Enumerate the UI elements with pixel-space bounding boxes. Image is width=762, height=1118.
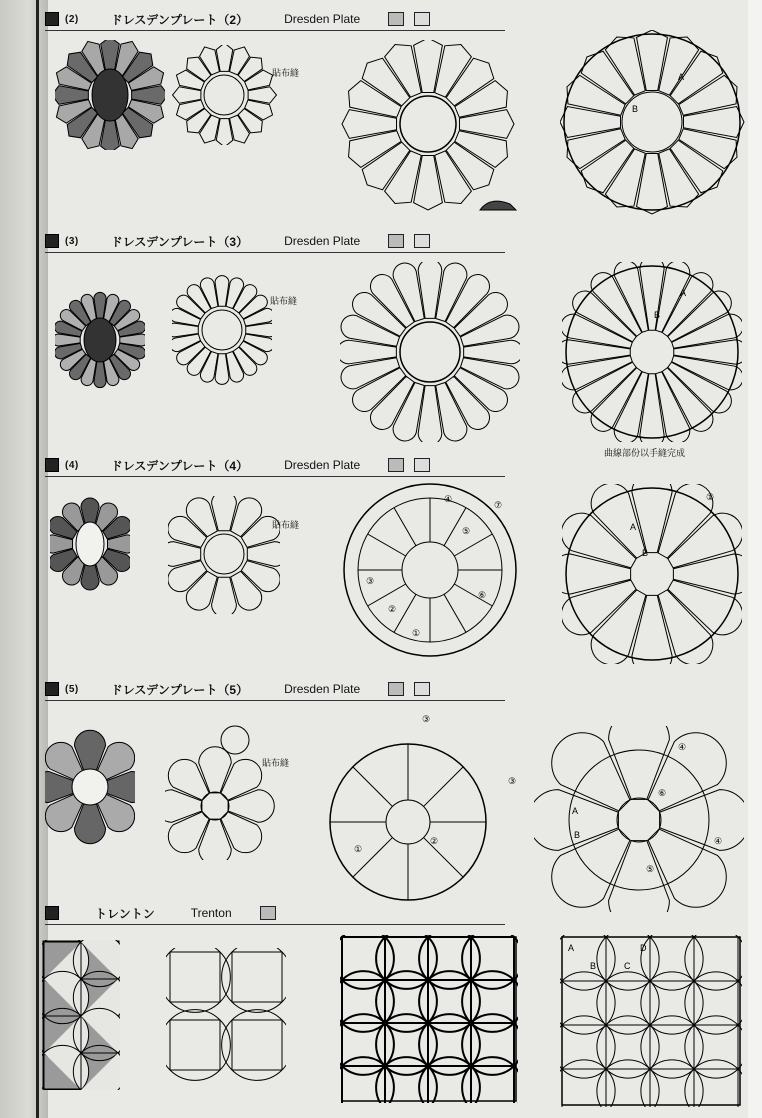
petal-shape [662, 273, 713, 337]
petal-shape [349, 81, 402, 118]
petal-shape [168, 561, 207, 592]
part-label-a: A [572, 806, 579, 816]
tile-square [342, 980, 385, 1023]
assembly-diagram-5 [340, 935, 518, 1103]
tile-arc [606, 935, 659, 981]
spoke-line [424, 767, 464, 807]
petal-shape [231, 571, 262, 610]
tile-arc [222, 1010, 282, 1070]
tile-arc [694, 1016, 742, 1069]
petal-shape [221, 812, 262, 853]
tile-square [562, 1025, 606, 1069]
petal-shape [362, 58, 410, 106]
petal-shape [186, 498, 217, 537]
section-icon [45, 12, 59, 26]
tile-square [562, 1069, 606, 1107]
tile-square [232, 1020, 282, 1070]
section-header-4 [45, 678, 505, 701]
part-label-c: C [624, 961, 631, 971]
petal-shape [609, 841, 670, 912]
part-label-a: A [680, 288, 687, 298]
marker-2: ② [430, 836, 439, 846]
tile-square [385, 980, 428, 1023]
tile-square [342, 1023, 385, 1066]
right-page-gutter [748, 0, 762, 1118]
assembly-diagram-4 [318, 712, 528, 902]
petal-shape [393, 263, 424, 321]
petal-shape [165, 790, 202, 823]
tile-arc [166, 948, 220, 1002]
petal-shape [605, 37, 645, 95]
tile-arc [471, 1014, 518, 1066]
petal-shape [673, 554, 742, 594]
tile-arc [694, 981, 742, 1034]
tile-arc [471, 935, 518, 980]
petal-shape [370, 376, 414, 429]
section-title-en: Dresden Plate [284, 458, 361, 472]
petal-shape [454, 368, 507, 412]
seam-label: 貼布縫 [272, 68, 300, 78]
marker-1: ① [412, 628, 421, 638]
section-icon [45, 458, 59, 472]
tile-arc [232, 952, 286, 1012]
seam-label: 貼布縫 [270, 296, 298, 306]
petal-shape [370, 275, 414, 328]
pattern-diagram-5 [560, 935, 742, 1107]
petal-shape [446, 142, 494, 190]
petal-shape [534, 790, 618, 851]
section-title-en: Trenton [190, 906, 232, 920]
section-title-en: Dresden Plate [284, 12, 361, 26]
petal-shape [436, 382, 467, 440]
assembly-diagram-1 [340, 40, 540, 215]
tile-square [650, 1025, 694, 1069]
petal-shape [567, 129, 625, 169]
section-icon [45, 682, 59, 696]
tile-arc [170, 952, 230, 1012]
petal-shape [340, 340, 396, 364]
marker-2: ② [388, 604, 397, 614]
petal-shape [177, 295, 205, 319]
difficulty-icon [388, 12, 404, 26]
petal-shape [168, 759, 209, 800]
petal-shape [177, 341, 205, 365]
block-preview-1 [55, 40, 165, 150]
petal-shape [552, 829, 630, 907]
tile-square [385, 1023, 428, 1066]
petal-shape [241, 561, 280, 592]
petal-shape [187, 285, 211, 313]
spoke-line [368, 584, 406, 606]
petal-shape [233, 347, 257, 375]
section-code: (5) [65, 683, 79, 695]
template-diagram-5 [166, 948, 286, 1084]
marker-1: ① [706, 492, 715, 502]
tile-arc [685, 1060, 738, 1107]
tile-square [385, 937, 428, 980]
tile-arc [560, 935, 606, 981]
tile-square [562, 981, 606, 1025]
tile-arc [232, 1020, 286, 1080]
petal-shape [662, 368, 713, 432]
section-header-1 [45, 8, 505, 31]
petal-shape [637, 153, 668, 214]
block-preview-2 [55, 270, 145, 410]
petal-shape [221, 759, 262, 800]
marker-5: ⑤ [646, 864, 655, 874]
petal-shape [562, 554, 631, 594]
spoke-line [394, 508, 416, 546]
pattern-diagram-2 [562, 262, 742, 442]
tile-square [170, 1020, 220, 1070]
petal-shape [573, 291, 637, 342]
part-label-a: A [630, 522, 637, 532]
spoke-line [444, 594, 466, 632]
tile-square [694, 1025, 738, 1069]
petal-shape [199, 747, 232, 793]
section-code: (3) [65, 235, 79, 247]
marker-4: ④ [444, 494, 453, 504]
petal-shape [446, 58, 494, 106]
difficulty-icon [388, 682, 404, 696]
spoke-line [368, 534, 406, 556]
petal-shape [455, 131, 508, 168]
tile-arc [170, 1020, 230, 1080]
petal-shape [562, 340, 630, 364]
section-header-2 [45, 230, 505, 253]
section-title-jp: ドレスデンプレート（3） [110, 234, 249, 249]
petal-shape [231, 498, 262, 537]
petal-shape [168, 812, 209, 853]
spoke-line [454, 534, 492, 556]
difficulty-icon [388, 234, 404, 248]
left-page-edge [0, 0, 48, 1118]
marker-6: ⑥ [478, 590, 487, 600]
marker-4: ④ [678, 742, 687, 752]
tile-square [650, 981, 694, 1025]
tile-square [606, 981, 650, 1025]
petal-shape [238, 57, 262, 81]
pattern-diagram-1 [560, 30, 745, 215]
petal-shape [341, 358, 399, 389]
method-icon [414, 682, 430, 696]
petal-shape [581, 51, 634, 104]
part-label-b: B [574, 830, 581, 840]
template-diagram-4 [165, 722, 275, 860]
petal-shape [435, 45, 472, 98]
marker-1: ① [354, 844, 363, 854]
petal-shape [573, 362, 637, 413]
petal-shape [591, 273, 642, 337]
tile-square [606, 1069, 650, 1107]
section-title-jp: トレントン [95, 906, 155, 921]
petal-shape [393, 382, 424, 440]
part-label-b: B [590, 961, 597, 971]
petal-shape [418, 386, 442, 442]
tile-square [471, 937, 514, 980]
petal-shape [238, 109, 262, 133]
petal-shape [581, 140, 634, 193]
petal-shape [228, 790, 274, 823]
block-preview-4 [45, 712, 135, 862]
petal-shape [668, 362, 732, 413]
part-label-b: B [642, 548, 649, 558]
petal-shape [187, 347, 211, 375]
part-label-a: A [568, 943, 575, 953]
tile-arc [694, 935, 742, 981]
assembly-diagram-3 [340, 480, 520, 660]
tile-square [606, 1025, 650, 1069]
marker-4b: ④ [714, 836, 723, 846]
part-label-b: B [632, 104, 639, 114]
petal-shape [385, 151, 422, 204]
section-title-jp: ドレスデンプレート（5） [110, 682, 249, 697]
template-diagram-1 [172, 45, 277, 145]
tile-square [428, 980, 471, 1023]
tile-square [471, 1023, 514, 1066]
petal-shape [362, 142, 410, 190]
petal-shape [414, 40, 443, 93]
petal-shape [460, 358, 518, 389]
petal-shape [187, 57, 211, 81]
section-title-en: Dresden Plate [284, 682, 361, 696]
petal-shape [385, 45, 422, 98]
block-preview-5 [42, 940, 120, 1090]
petal-shape [349, 131, 402, 168]
petal-shape [648, 733, 726, 811]
tile-square [428, 937, 471, 980]
petal-shape [660, 790, 744, 851]
petal-shape [640, 374, 664, 442]
petal-shape [640, 262, 664, 330]
tile-arc [166, 1010, 220, 1070]
difficulty-icon [388, 458, 404, 472]
petal-shape [659, 149, 699, 207]
petal-shape [464, 340, 520, 364]
petal-shape [683, 107, 744, 138]
seam-label: 貼布縫 [262, 758, 290, 768]
section-title-jp: ドレスデンプレート（4） [110, 458, 249, 473]
spine-rule [36, 0, 39, 1118]
tile-arc [560, 1016, 606, 1069]
part-label-d: D [640, 943, 647, 953]
petal-shape [460, 315, 518, 346]
petal-shape [668, 291, 732, 342]
spoke-line [394, 594, 416, 632]
petal-shape [233, 285, 257, 313]
spoke-line [454, 584, 492, 606]
petal-shape [632, 595, 672, 664]
petal-shape [446, 376, 490, 429]
tile-square [650, 1069, 694, 1107]
petal-shape [186, 571, 217, 610]
assembly-diagram-2 [340, 262, 520, 442]
tile-arc [471, 980, 518, 1032]
petal-shape [414, 155, 443, 210]
section-header-3 [45, 454, 505, 477]
tile-square [694, 981, 738, 1025]
marker-3: ③ [422, 714, 431, 724]
marker-7: ⑦ [494, 500, 503, 510]
petal-shape [455, 81, 508, 118]
curve-note: 曲線部份以手縫完成 [604, 448, 686, 458]
section-icon [45, 906, 59, 920]
section-code: (2) [65, 13, 79, 25]
petal-shape [239, 341, 267, 365]
petal-shape [659, 37, 699, 95]
petal-shape [560, 107, 621, 138]
marker-3: ③ [366, 576, 375, 586]
tile-square [342, 937, 385, 980]
method-icon [414, 234, 430, 248]
tile-square [170, 952, 220, 1002]
marker-6: ⑥ [658, 788, 667, 798]
petal-shape [341, 315, 399, 346]
section-code: (4) [65, 459, 79, 471]
petal-shape [605, 149, 645, 207]
petal-shape [435, 151, 472, 204]
petal-shape [591, 368, 642, 432]
section-icon [45, 234, 59, 248]
petal-shape [168, 516, 207, 547]
pattern-diagram-4 [534, 726, 744, 912]
part-label-b: B [654, 310, 661, 320]
petal-shape [459, 110, 514, 139]
iron-icon [480, 201, 516, 210]
marker-5: ⑤ [462, 526, 471, 536]
tile-square [471, 980, 514, 1023]
petal-shape [418, 262, 442, 318]
method-icon [414, 12, 430, 26]
petal-shape [342, 110, 397, 139]
tile-arc [340, 935, 385, 980]
petal-shape [353, 368, 406, 412]
tile-arc [562, 1060, 615, 1107]
marker-3b: ③ [508, 776, 517, 786]
petal-shape [446, 275, 490, 328]
petal-shape [679, 129, 737, 169]
tile-square [428, 1023, 471, 1066]
petal-shape [353, 292, 406, 336]
seam-label: 貼布縫 [272, 520, 300, 530]
spoke-line [353, 767, 393, 807]
difficulty-icon [260, 906, 276, 920]
petal-shape [679, 75, 737, 115]
tile-arc [560, 981, 606, 1034]
tile-arc [641, 935, 694, 981]
part-label-a: A [678, 72, 685, 82]
petal-shape [187, 109, 211, 133]
petal-shape [567, 75, 625, 115]
petal-shape [552, 733, 630, 811]
tile-square [232, 952, 282, 1002]
petal-shape [670, 140, 723, 193]
petal-shape [454, 292, 507, 336]
petal-shape [239, 295, 267, 319]
section-title-en: Dresden Plate [284, 234, 361, 248]
petal-shape [199, 819, 232, 860]
section-header-5 [45, 902, 505, 925]
petal-shape [674, 340, 742, 364]
method-icon [414, 458, 430, 472]
pattern-diagram-3 [562, 484, 742, 664]
template-diagram-2 [172, 275, 272, 385]
tile-square [650, 937, 694, 981]
tile-square [694, 937, 738, 981]
block-preview-3 [50, 484, 130, 604]
petal-shape [637, 30, 668, 91]
petal-shape [632, 484, 672, 553]
petal-shape [436, 263, 467, 321]
section-title-jp: ドレスデンプレート（2） [110, 12, 249, 27]
template-diagram-3 [168, 496, 280, 614]
